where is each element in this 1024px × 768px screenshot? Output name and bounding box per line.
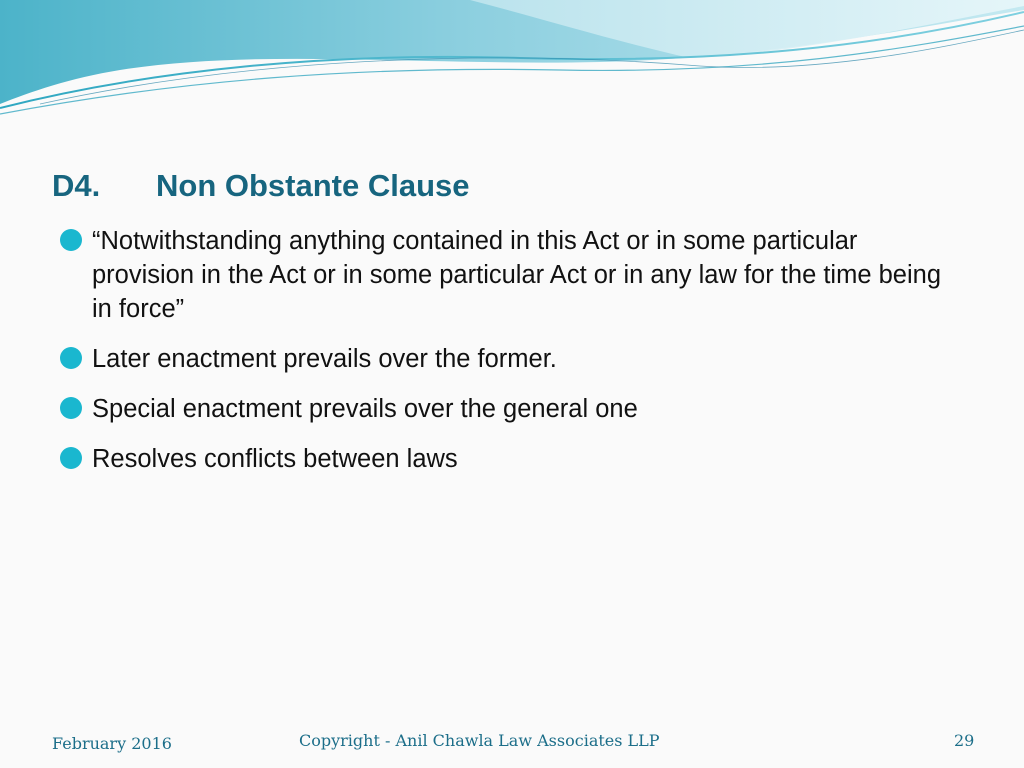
bullet-item bbox=[60, 342, 960, 376]
bullet-item bbox=[60, 224, 960, 326]
bullet-item bbox=[60, 392, 960, 426]
bullet-item bbox=[60, 442, 960, 476]
title-number: D4. bbox=[52, 168, 101, 203]
bullet-text: Special enactment prevails over the general one bbox=[92, 395, 638, 423]
bullet-text: Resolves conflicts between laws bbox=[92, 445, 458, 473]
bullet-circle-icon bbox=[60, 229, 82, 251]
footer-date: February 2016 bbox=[52, 734, 172, 753]
bullet-text: “Notwithstanding anything contained in this Act or in some particular provision in the Act or in some particular Act or in any law for the time being in force” bbox=[92, 227, 941, 323]
bullet-text: Later enactment prevails over the former. bbox=[92, 345, 557, 373]
bullet-list bbox=[60, 224, 960, 476]
bullet-circle-icon bbox=[60, 397, 82, 419]
wave-banner-decoration bbox=[0, 0, 1024, 130]
bullet-circle-icon bbox=[60, 447, 82, 469]
slide-title bbox=[52, 168, 470, 204]
footer-copyright: Copyright - Anil Chawla Law Associates LLP bbox=[299, 731, 660, 750]
title-text: Non Obstante Clause bbox=[156, 168, 470, 203]
footer-page-number: 29 bbox=[954, 731, 975, 750]
bullet-circle-icon bbox=[60, 347, 82, 369]
